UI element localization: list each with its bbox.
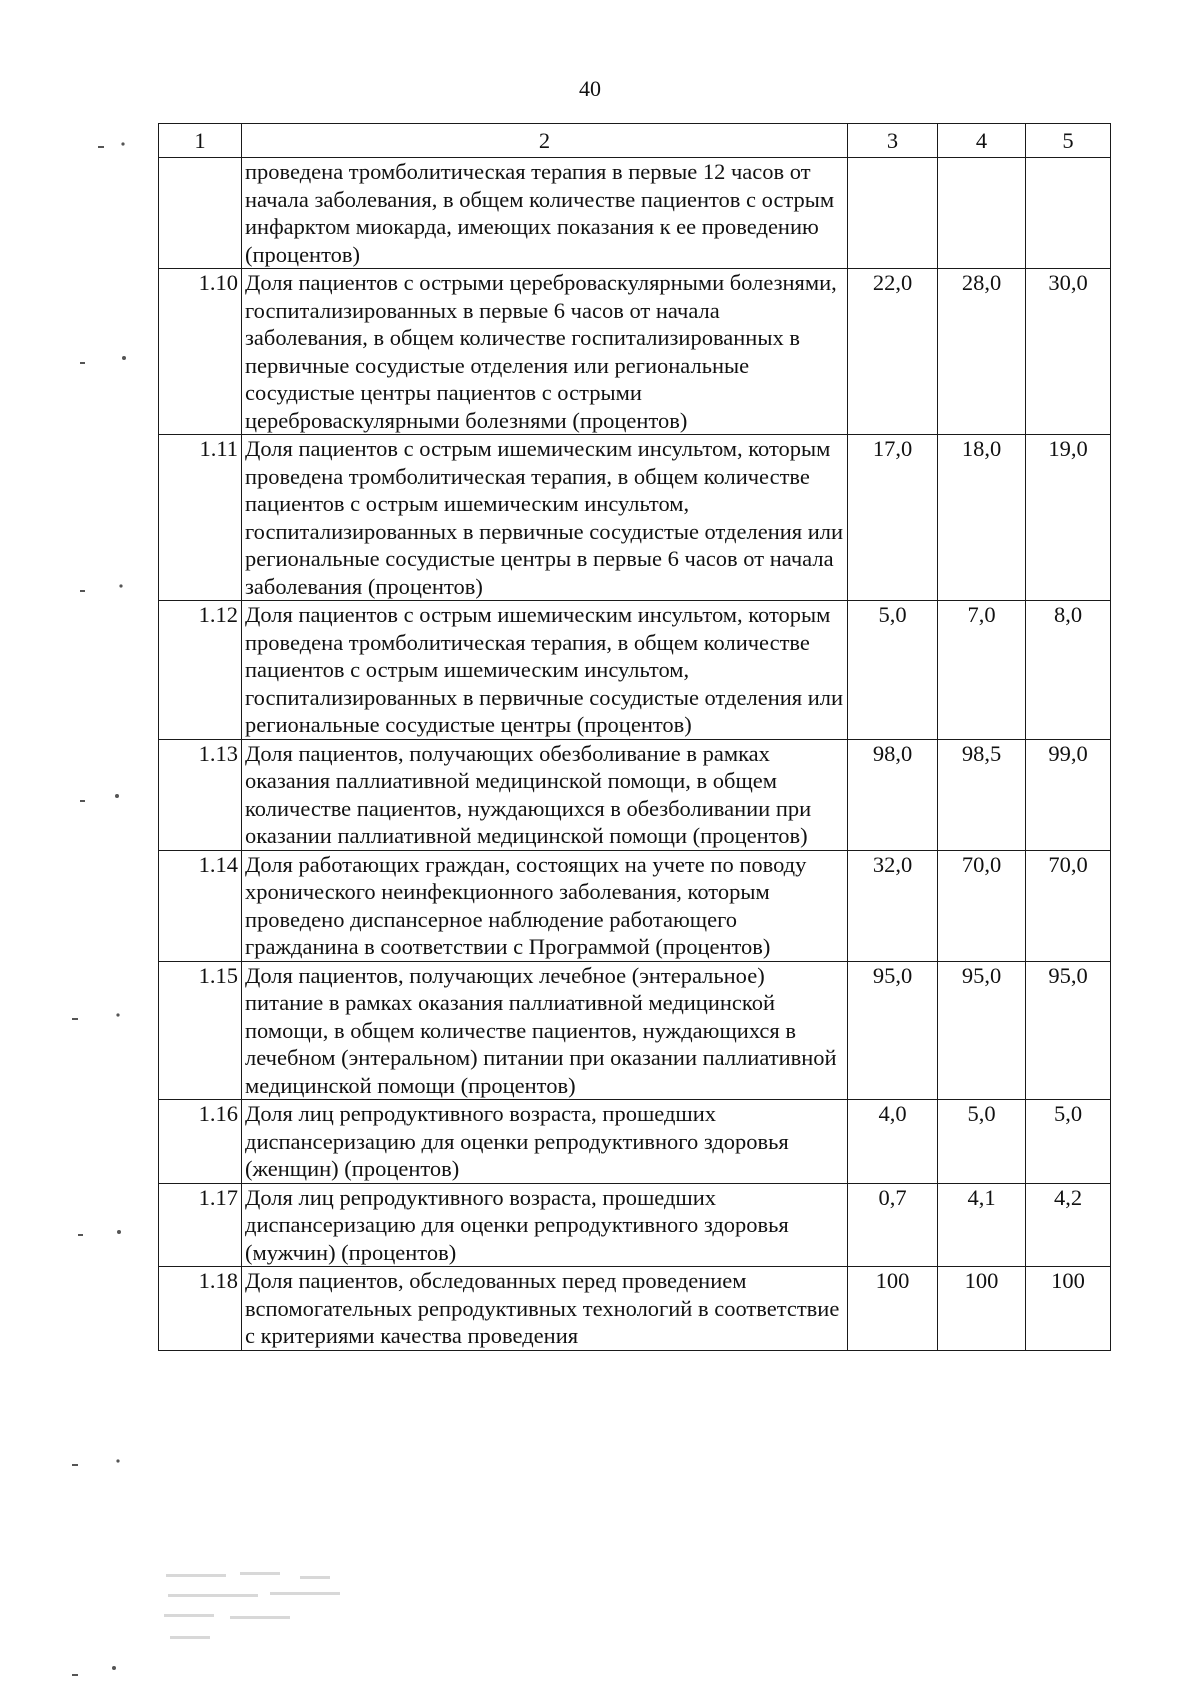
indicator-description: Доля пациентов с острыми цереброваскулярными болезнями, госпитализированных в первые 6 часов от начала заболевания, в общем количестве госпитализированных в первичные сосудистые отделения или региональные сосудистые центры пациентов с острыми цереброваскулярными болезнями (процентов)	[242, 269, 848, 435]
table-header-row	[159, 124, 1111, 158]
value-col5	[1026, 158, 1111, 269]
value-col5: 99,0	[1026, 739, 1111, 850]
value-col4: 95,0	[938, 961, 1026, 1100]
table-row	[159, 850, 1111, 961]
value-col5: 19,0	[1026, 435, 1111, 601]
row-number: 1.13	[159, 739, 242, 850]
row-number: 1.10	[159, 269, 242, 435]
value-col3: 98,0	[848, 739, 938, 850]
indicators-table	[158, 123, 1111, 1351]
indicator-description: Доля пациентов, получающих обезболивание в рамках оказания паллиативной медицинской помощи, в общем количестве пациентов, нуждающихся в обезболивании при оказании паллиативной медицинской помощи (процентов)	[242, 739, 848, 850]
indicator-description: Доля лиц репродуктивного возраста, прошедших диспансеризацию для оценки репродуктивного здоровья (мужчин) (процентов)	[242, 1183, 848, 1267]
faint-stamp-residue	[160, 1570, 390, 1660]
value-col5: 5,0	[1026, 1100, 1111, 1184]
column-header: 3	[848, 124, 938, 158]
table-row	[159, 601, 1111, 740]
row-number: 1.15	[159, 961, 242, 1100]
table-row	[159, 961, 1111, 1100]
value-col3: 4,0	[848, 1100, 938, 1184]
value-col4: 100	[938, 1267, 1026, 1351]
value-col3	[848, 158, 938, 269]
indicator-description: Доля лиц репродуктивного возраста, прошедших диспансеризацию для оценки репродуктивного здоровья (женщин) (процентов)	[242, 1100, 848, 1184]
row-number: 1.14	[159, 850, 242, 961]
row-number: 1.18	[159, 1267, 242, 1351]
table-row	[159, 158, 1111, 269]
row-number	[159, 158, 242, 269]
value-col3: 95,0	[848, 961, 938, 1100]
value-col3: 0,7	[848, 1183, 938, 1267]
row-number: 1.11	[159, 435, 242, 601]
value-col4: 98,5	[938, 739, 1026, 850]
row-number: 1.12	[159, 601, 242, 740]
value-col5: 4,2	[1026, 1183, 1111, 1267]
value-col4: 28,0	[938, 269, 1026, 435]
indicator-description: Доля работающих граждан, состоящих на учете по поводу хронического неинфекционного заболевания, которым проведено диспансерное наблюдение работающего гражданина в соответствии с Программой (процентов)	[242, 850, 848, 961]
row-number: 1.16	[159, 1100, 242, 1184]
column-header: 4	[938, 124, 1026, 158]
table-row	[159, 739, 1111, 850]
table-row	[159, 435, 1111, 601]
value-col4: 7,0	[938, 601, 1026, 740]
value-col4: 5,0	[938, 1100, 1026, 1184]
indicator-description: Доля пациентов с острым ишемическим инсультом, которым проведена тромболитическая терапия, в общем количестве пациентов с острым ишемическим инсультом, госпитализированных в первичные сосудистые отделения или региональные сосудистые центры (процентов)	[242, 601, 848, 740]
margin-scan-marks	[0, 0, 160, 1698]
value-col4	[938, 158, 1026, 269]
table-row	[159, 1100, 1111, 1184]
value-col3: 32,0	[848, 850, 938, 961]
column-header: 1	[159, 124, 242, 158]
value-col5: 8,0	[1026, 601, 1111, 740]
value-col4: 70,0	[938, 850, 1026, 961]
value-col3: 5,0	[848, 601, 938, 740]
value-col3: 17,0	[848, 435, 938, 601]
value-col5: 70,0	[1026, 850, 1111, 961]
value-col3: 22,0	[848, 269, 938, 435]
indicator-description: проведена тромболитическая терапия в первые 12 часов от начала заболевания, в общем количестве пациентов с острым инфарктом миокарда, имеющих показания к ее проведению (процентов)	[242, 158, 848, 269]
table-row	[159, 1267, 1111, 1351]
indicator-description: Доля пациентов, получающих лечебное (энтеральное) питание в рамках оказания паллиативной медицинской помощи, в общем количестве пациентов, нуждающихся в лечебном (энтеральном) питании при оказании паллиативной медицинской помощи (процентов)	[242, 961, 848, 1100]
value-col5: 100	[1026, 1267, 1111, 1351]
indicator-description: Доля пациентов, обследованных перед проведением вспомогательных репродуктивных технологий в соответствие с критериями качества проведения	[242, 1267, 848, 1351]
page-number: 40	[579, 76, 601, 101]
column-header: 2	[242, 124, 848, 158]
value-col4: 18,0	[938, 435, 1026, 601]
column-header: 5	[1026, 124, 1111, 158]
indicator-description: Доля пациентов с острым ишемическим инсультом, которым проведена тромболитическая терапия, в общем количестве пациентов с острым ишемическим инсультом, госпитализированных в первичные сосудистые отделения или региональные сосудистые центры в первые 6 часов от начала заболевания (процентов)	[242, 435, 848, 601]
table-row	[159, 269, 1111, 435]
table-row	[159, 1183, 1111, 1267]
value-col5: 95,0	[1026, 961, 1111, 1100]
value-col4: 4,1	[938, 1183, 1026, 1267]
value-col5: 30,0	[1026, 269, 1111, 435]
row-number: 1.17	[159, 1183, 242, 1267]
value-col3: 100	[848, 1267, 938, 1351]
